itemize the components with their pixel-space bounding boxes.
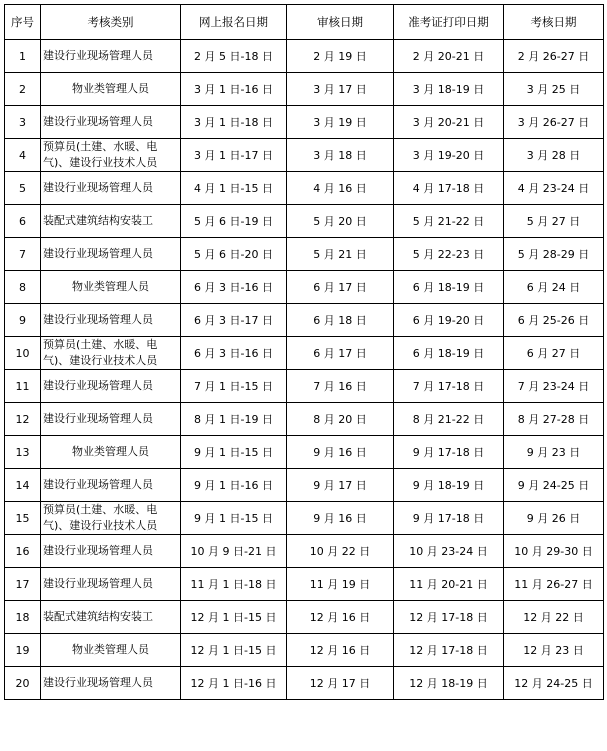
cell-exam-date: 9 月 24-25 日 [504,469,604,502]
cell-print-date: 9 月 17-18 日 [394,436,504,469]
cell-index: 11 [5,370,41,403]
cell-category: 物业类管理人员 [41,73,181,106]
cell-index: 6 [5,205,41,238]
cell-index: 12 [5,403,41,436]
table-row [5,403,604,436]
cell-print-date: 7 月 17-18 日 [394,370,504,403]
cell-category: 装配式建筑结构安装工 [41,205,181,238]
cell-register-date: 12 月 1 日-16 日 [181,667,287,700]
cell-index: 14 [5,469,41,502]
cell-register-date: 12 月 1 日-15 日 [181,634,287,667]
cell-register-date: 9 月 1 日-15 日 [181,436,287,469]
cell-register-date: 10 月 9 日-21 日 [181,535,287,568]
cell-register-date: 6 月 3 日-16 日 [181,271,287,304]
cell-print-date: 10 月 23-24 日 [394,535,504,568]
cell-index: 10 [5,337,41,370]
cell-category: 建设行业现场管理人员 [41,568,181,601]
cell-register-date: 2 月 5 日-18 日 [181,40,287,73]
cell-print-date: 3 月 19-20 日 [394,139,504,172]
cell-exam-date: 9 月 26 日 [504,502,604,535]
cell-print-date: 4 月 17-18 日 [394,172,504,205]
cell-print-date: 8 月 21-22 日 [394,403,504,436]
cell-print-date: 12 月 18-19 日 [394,667,504,700]
cell-index: 1 [5,40,41,73]
cell-category: 物业类管理人员 [41,634,181,667]
cell-index: 17 [5,568,41,601]
cell-print-date: 11 月 20-21 日 [394,568,504,601]
table-row [5,172,604,205]
cell-exam-date: 11 月 26-27 日 [504,568,604,601]
cell-index: 8 [5,271,41,304]
cell-review-date: 6 月 18 日 [287,304,394,337]
cell-index: 9 [5,304,41,337]
cell-index: 18 [5,601,41,634]
table-row [5,304,604,337]
cell-register-date: 5 月 6 日-19 日 [181,205,287,238]
cell-register-date: 3 月 1 日-16 日 [181,73,287,106]
cell-review-date: 10 月 22 日 [287,535,394,568]
table-row [5,205,604,238]
cell-register-date: 12 月 1 日-15 日 [181,601,287,634]
cell-category: 预算员(土建、水暖、电气)、建设行业技术人员 [41,139,181,172]
cell-review-date: 11 月 19 日 [287,568,394,601]
cell-review-date: 2 月 19 日 [287,40,394,73]
cell-review-date: 9 月 17 日 [287,469,394,502]
cell-print-date: 5 月 21-22 日 [394,205,504,238]
cell-review-date: 6 月 17 日 [287,271,394,304]
cell-review-date: 4 月 16 日 [287,172,394,205]
cell-category: 物业类管理人员 [41,271,181,304]
header-index: 序号 [5,5,41,40]
cell-review-date: 3 月 18 日 [287,139,394,172]
exam-schedule-table [4,4,604,700]
cell-exam-date: 7 月 23-24 日 [504,370,604,403]
header-exam-date: 考核日期 [504,5,604,40]
cell-print-date: 6 月 18-19 日 [394,337,504,370]
cell-index: 15 [5,502,41,535]
cell-review-date: 12 月 16 日 [287,601,394,634]
cell-register-date: 8 月 1 日-19 日 [181,403,287,436]
cell-category: 建设行业现场管理人员 [41,469,181,502]
table-row [5,271,604,304]
cell-register-date: 7 月 1 日-15 日 [181,370,287,403]
cell-category: 建设行业现场管理人员 [41,106,181,139]
cell-review-date: 12 月 16 日 [287,634,394,667]
cell-register-date: 9 月 1 日-15 日 [181,502,287,535]
header-print-date: 准考证打印日期 [394,5,504,40]
cell-register-date: 3 月 1 日-18 日 [181,106,287,139]
cell-index: 19 [5,634,41,667]
table-row [5,238,604,271]
cell-print-date: 3 月 18-19 日 [394,73,504,106]
cell-category: 建设行业现场管理人员 [41,403,181,436]
cell-print-date: 2 月 20-21 日 [394,40,504,73]
cell-exam-date: 5 月 27 日 [504,205,604,238]
cell-register-date: 9 月 1 日-16 日 [181,469,287,502]
cell-print-date: 5 月 22-23 日 [394,238,504,271]
cell-category: 建设行业现场管理人员 [41,667,181,700]
table-row [5,40,604,73]
cell-exam-date: 6 月 24 日 [504,271,604,304]
cell-review-date: 5 月 20 日 [287,205,394,238]
cell-print-date: 6 月 19-20 日 [394,304,504,337]
cell-exam-date: 8 月 27-28 日 [504,403,604,436]
table-row [5,634,604,667]
cell-print-date: 9 月 18-19 日 [394,469,504,502]
cell-register-date: 5 月 6 日-20 日 [181,238,287,271]
cell-register-date: 3 月 1 日-17 日 [181,139,287,172]
schedule-container [4,4,604,700]
table-row [5,337,604,370]
cell-review-date: 9 月 16 日 [287,436,394,469]
cell-category: 物业类管理人员 [41,436,181,469]
cell-exam-date: 3 月 26-27 日 [504,106,604,139]
cell-exam-date: 12 月 22 日 [504,601,604,634]
table-row [5,601,604,634]
cell-index: 2 [5,73,41,106]
table-row [5,73,604,106]
cell-index: 13 [5,436,41,469]
cell-register-date: 11 月 1 日-18 日 [181,568,287,601]
cell-register-date: 6 月 3 日-16 日 [181,337,287,370]
cell-review-date: 3 月 19 日 [287,106,394,139]
cell-print-date: 6 月 18-19 日 [394,271,504,304]
table-row [5,469,604,502]
header-row [5,5,604,40]
table-row [5,568,604,601]
cell-exam-date: 6 月 27 日 [504,337,604,370]
table-row [5,106,604,139]
cell-exam-date: 4 月 23-24 日 [504,172,604,205]
cell-category: 预算员(土建、水暖、电气)、建设行业技术人员 [41,337,181,370]
cell-print-date: 9 月 17-18 日 [394,502,504,535]
cell-category: 建设行业现场管理人员 [41,370,181,403]
cell-category: 建设行业现场管理人员 [41,172,181,205]
cell-category: 建设行业现场管理人员 [41,304,181,337]
cell-exam-date: 3 月 25 日 [504,73,604,106]
cell-index: 3 [5,106,41,139]
cell-review-date: 8 月 20 日 [287,403,394,436]
cell-register-date: 6 月 3 日-17 日 [181,304,287,337]
cell-exam-date: 2 月 26-27 日 [504,40,604,73]
cell-review-date: 9 月 16 日 [287,502,394,535]
cell-review-date: 3 月 17 日 [287,73,394,106]
cell-print-date: 12 月 17-18 日 [394,634,504,667]
cell-index: 4 [5,139,41,172]
table-body [5,40,604,700]
cell-exam-date: 9 月 23 日 [504,436,604,469]
cell-print-date: 12 月 17-18 日 [394,601,504,634]
cell-category: 建设行业现场管理人员 [41,40,181,73]
cell-exam-date: 5 月 28-29 日 [504,238,604,271]
header-review-date: 审核日期 [287,5,394,40]
cell-exam-date: 6 月 25-26 日 [504,304,604,337]
cell-category: 建设行业现场管理人员 [41,238,181,271]
table-row [5,370,604,403]
header-register-date: 网上报名日期 [181,5,287,40]
cell-exam-date: 3 月 28 日 [504,139,604,172]
cell-exam-date: 12 月 23 日 [504,634,604,667]
table-row [5,535,604,568]
cell-index: 16 [5,535,41,568]
table-row [5,667,604,700]
table-row [5,436,604,469]
header-category: 考核类别 [41,5,181,40]
cell-review-date: 7 月 16 日 [287,370,394,403]
cell-category: 装配式建筑结构安装工 [41,601,181,634]
cell-category: 建设行业现场管理人员 [41,535,181,568]
cell-review-date: 5 月 21 日 [287,238,394,271]
cell-index: 5 [5,172,41,205]
cell-register-date: 4 月 1 日-15 日 [181,172,287,205]
cell-exam-date: 10 月 29-30 日 [504,535,604,568]
cell-exam-date: 12 月 24-25 日 [504,667,604,700]
cell-review-date: 6 月 17 日 [287,337,394,370]
cell-index: 20 [5,667,41,700]
cell-print-date: 3 月 20-21 日 [394,106,504,139]
table-row [5,502,604,535]
cell-category: 预算员(土建、水暖、电气)、建设行业技术人员 [41,502,181,535]
table-row [5,139,604,172]
cell-review-date: 12 月 17 日 [287,667,394,700]
cell-index: 7 [5,238,41,271]
